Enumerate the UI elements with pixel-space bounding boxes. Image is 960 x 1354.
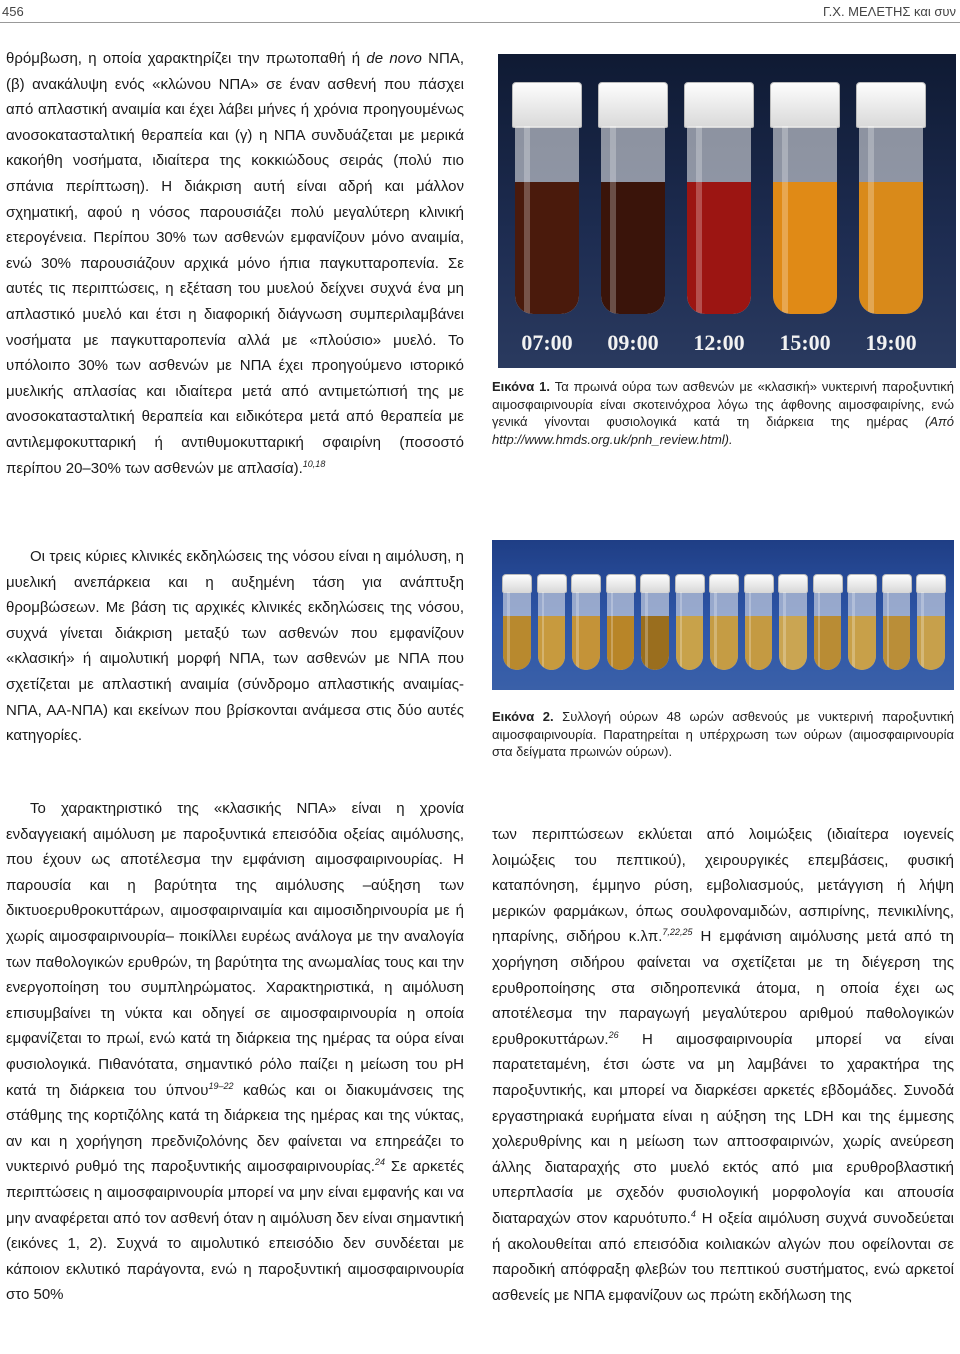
vial-shine [610,126,616,314]
time-label: 07:00 [521,330,573,355]
vial-cap [675,574,705,593]
vial-cap [882,574,912,593]
vial-cap [640,574,670,593]
figure-2-label: Εικόνα 2. [492,709,554,724]
reference-marker: 4 [690,1208,696,1219]
vial-cap [744,574,774,593]
vial-cap [847,574,877,593]
figure-1-label: Εικόνα 1. [492,379,551,394]
urine-vial [770,82,840,314]
urine-vial [675,574,705,670]
vial-tube [710,592,738,670]
left-paragraph-1: θρόμβωση, η οποία χαρακτηρίζει την πρωτοπαθή ή de novo ΝΠΑ, (β) ανακάλυψη ενός «κλώνου ΝΠΑ» σε έναν ασθενή που πάσχει από απλαστική αναιμία και έχει λάβει μήνες ή χρόνια προηγουμένως ανοσοκατασταλτική θεραπεία και (γ) η ΝΠΑ συνδυάζεται με μερικά κακοήθη νοσήματα, ιδιαίτερα της κοκκιώδους σειράς (πολύ πιο σπάνια περίπτωση). Η διάκριση αυτή είναι αδρή και μάλλον σχηματική, αφού η νόσος παρουσιάζει πολύ μεγαλύτερη κλινική ετερογένεια. Περίπου 30% των ασθενών εμφανίζουν μόνο αναιμία, ενώ 30% παρουσιάζουν αρχικά μόνο ήπια παγκυτταροπενία. Σε αυτές τις περιπτώσεις, η εξέταση του μυελού δείχνει συχνά ένα μη απλαστικό μυελό και έτσι η διαφορική διάγνωση συμπεριλαμβάνει νοσήματα με παγκυτταροπενία αλλά με «πλούσιο» μυελό. Το υπόλοιπο 30% των ασθενών με ΝΠΑ έχει προηγούμενο ιστορικό μυελικής απλασίας και ιδιαίτερα μετά από αντιμετώπισή της με ανοσοκατασταλτική θεραπεία και ειδικότερα μετά από θεραπεία με αντιλεμφοκυτταρική ή αντιθυμοκυτταρική σφαιρίνη (ποσοστό περίπου 20‒30% των ασθενών με απλασία).$^{10,18}$ [6,50,464,477]
urine-vial [916,574,946,670]
vial-tube [773,126,837,314]
vial-tube [745,592,773,670]
vial-cap [778,574,808,593]
vial-tube [641,592,669,670]
urine-vial [606,574,636,670]
urine-vial [598,82,668,314]
reference-marker: 10,18 [302,458,326,469]
urine-vial [684,82,754,314]
right-paragraph: των περιπτώσεων εκλύεται από λοιμώξεις (ιδιαίτερα ιογενείς λοιμώξεις του πεπτικού), χειρουργικές επεμβάσεις, φυσική καταπόνηση, έμμηνο ρύση, εμβολιασμούς, μετάγγιση ή λήψη μερικών φαρμάκων, όπως σουλφοναμιδών, ασπιρίνης, πενικιλίνης, ηπαρίνης, σιδήρου κ.λπ.$^{7,22,25}$ Η εμφάνιση αιμόλυσης μετά από τη χορήγηση σιδήρου φαίνεται να σχετίζεται με τη διέγερση της ερυθροποίησης στα σιδηροπενικά άτομα, η οποία έχει ως αποτέλεσμα την παραγωγή μεγαλύτερου αριθμού παθολογικών ερυθροκυττάρων.$^{26}$ Η αιμοσφαιρινουρία μπορεί να είναι παρατεταμένη, έτσι ώστε να μη λαμβάνει το χαρακτήρα της παροξυντικής, και μπορεί να διαρκέσει αρκετές εβδομάδες. Συνοδά εργαστηριακά ευρήματα είναι η αύξηση της LDH και της έμμεσης χολερυθρίνης και η μείωση των απτοσφαιρινών, χωρίς ανεύρεση άλλης διαταραχής στο μυελό εκτός από μια ερυθροβλαστική υπερπλασία με σχεδόν φυσιολογική μορφολογία και απουσία διαταραχών στον καρυότυπο.$^4$ Η οξεία αιμόλυση συχνά συνοδεύεται ή ακολουθείται από επεισόδια κοιλιακών αλγών που οφείλονται σε παροδική απόφραξη φλεβών του πεπτικού συστήματος, ενώ αρκετοί ασθενείς με ΝΠΑ εμφανίζουν ως πρώτη εκδήλωση της [492,826,955,1304]
reference-marker: 26 [608,1029,619,1040]
reference-marker: 24 [374,1157,385,1168]
vial-tube [676,592,704,670]
vial-tube [779,592,807,670]
vial-tube [538,592,566,670]
vial-tube [814,592,842,670]
vial-cap [856,82,926,128]
vial-cap [606,574,636,593]
vial-shine [818,592,821,670]
vial-shine [782,126,788,314]
vial-shine [524,126,530,314]
page-number: 456 [2,4,24,19]
vial-shine [852,592,855,670]
vial-shine [714,592,717,670]
vial-shine [696,126,702,314]
vial-tube [848,592,876,670]
left-paragraph-2: Οι τρεις κύριες κλινικές εκδηλώσεις της νόσου είναι η αιμόλυση, η μυελική ανεπάρκεια και η αυξημένη τάση για ανάπτυξη θρομβώσεων. Με βάση τις αρχικές κλινικές εκδηλώσεις της νόσου, συχνά γίνεται διάκριση μεταξύ των ασθενών που εμφανίζουν «κλασική» ή αιμολυτική μορφή ΝΠΑ, των ασθενών με ΝΠΑ που σχετίζεται με απλαστική αναιμία (σύνδρομο απλαστικής αναιμίας-ΝΠΑ, ΑΑ-ΝΠΑ) και εκείνων που βρίσκονται ανάμεσα στις δύο αυτές κατηγορίες. [6,548,464,745]
vial-shine [680,592,683,670]
header-rule [0,22,960,23]
vial-shine [921,592,924,670]
vial-shine [507,592,510,670]
urine-vial [856,82,926,314]
urine-vial [502,574,532,670]
running-head [0,4,960,22]
vial-tube [572,592,600,670]
vial-cap [709,574,739,593]
vial-shine [576,592,579,670]
figure-2-caption: Εικόνα 2. Συλλογή ούρων 48 ωρών ασθενούς με νυκτερινή παροξυντική αιμοσφαιρινουρία. Παρατηρείται η υπέρχρωση των ούρων (αιμοσφαιρινουρία στα δείγματα πρωινών ούρων). [492,709,954,759]
vial-tube [503,592,531,670]
vial-cap [916,574,946,593]
vial-shine [611,592,614,670]
vial-cap [813,574,843,593]
time-label: 12:00 [693,330,745,355]
time-label: 15:00 [779,330,831,355]
time-label: 09:00 [607,330,659,355]
urine-vial [778,574,808,670]
vial-cap [502,574,532,593]
vial-shine [887,592,890,670]
vial-shine [868,126,874,314]
vial-shine [749,592,752,670]
vial-cap [512,82,582,128]
urine-vial [709,574,739,670]
vial-cap [598,82,668,128]
urine-vial [847,574,877,670]
urine-vial [537,574,567,670]
vial-tube [687,126,751,314]
running-title: Γ.Χ. ΜΕΛΕΤΗΣ και συν [822,4,956,19]
urine-vial [571,574,601,670]
figure-1-photo [498,54,956,368]
vial-tube [883,592,911,670]
urine-vial [744,574,774,670]
urine-vial [813,574,843,670]
urine-vial [882,574,912,670]
vial-tube [515,126,579,314]
vial-tube [917,592,945,670]
vial-cap [684,82,754,128]
figure-2-photo [492,540,954,690]
urine-vial [640,574,670,670]
vial-shine [783,592,786,670]
vial-cap [571,574,601,593]
left-paragraph-3: Το χαρακτηριστικό της «κλασικής ΝΠΑ» είναι η χρονία ενδαγγειακή αιμόλυση με παροξυντικά επεισόδια οξείας αιμόλυσης, που έχουν ως αποτέλεσμα την εμφάνιση αιμοσφαιρινουρίας. Η παρουσία και η βαρύτητα της αιμόλυσης ‒αύξηση των δικτυοερυθροκυττάρων, αιμοσφαιριναιμία και αιμοσιδηρινουρία με ή χωρίς αιμοσφαιρινουρία‒ ποικίλλει ευρέως ανάλογα με την αναλογία των παθολογικών ερυθρών, τη βαρύτητα της ανωμαλίας τους και την ενεργοποίηση του συμπληρώματος. Χαρακτηριστικά, η αιμόλυση επισυμβαίνει τη νύκτα και οδηγεί σε αιμοσφαιρινουρία η οποία εμφανίζεται το πρωί, ενώ κατά τη διάρκεια της ημέρας τα ούρα είναι φυσιολογικά. Πιθανότατα, σημαντικό ρόλο παίζει η μείωση του pH κατά τη διάρκεια του ύπνου$^{19‒22}$ καθώς και οι διακυμάνσεις της στάθμης της κορτιζόλης κατά τη διάρκεια της ημέρας και της νύκτας, αν και η χορήγηση πρεδνιζολόνης δεν φαίνεται να επηρεάζει το νυκτερινό ρυθμό της παροξυντικής αιμοσφαιρινουρίας.$^{24}$ Σε αρκετές περιπτώσεις η αιμοσφαιρινουρία μπορεί να μην είναι εμφανής και να μην αναφέρεται από τον ασθενή όταν η αιμόλυση δεν είναι σημαντική (εικόνες 1, 2). Συχνά το αιμολυτικό επεισόδιο δεν συνδέεται με κάποιον εκλυτικό παράγοντα, ενώ η παροξυντική αιμοσφαιρινουρία στο 50% [6,800,464,1304]
vial-cap [537,574,567,593]
reference-marker: 7,22,25 [662,927,693,938]
vial-tube [601,126,665,314]
vial-shine [542,592,545,670]
urine-vial [512,82,582,314]
vial-shine [645,592,648,670]
figure-1-caption: Εικόνα 1. Τα πρωινά ούρα των ασθενών με «κλασική» νυκτερινή παροξυντική αιμοσφαιρινουρία είναι σκοτεινόχροα λόγω της άφθονης αιμοσφαιρίνης, ενώ γενικά γίνονται φυσιολογικά κατά τη διάρκεια της ημέρας (Από http://www.hmds.org.uk/pnh_review.html). [492,379,954,447]
vial-tube [859,126,923,314]
reference-marker: 19‒22 [208,1080,234,1091]
vial-cap [770,82,840,128]
vial-tube [607,592,635,670]
time-label: 19:00 [865,330,917,355]
